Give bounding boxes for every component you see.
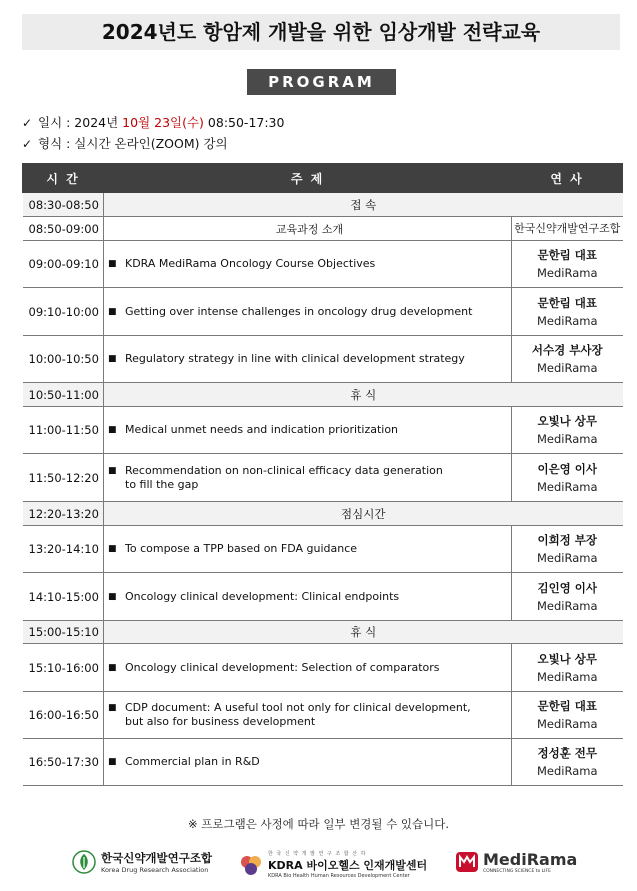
speaker-name: 이희정 부장 (537, 533, 598, 547)
footnote: ※ 프로그램은 사정에 따라 일부 변경될 수 있습니다. (187, 817, 450, 831)
speaker-org: MediRama (536, 479, 598, 494)
table-row (23, 336, 623, 383)
speaker-org: MediRama (536, 551, 598, 565)
medirama-tagline: CONNECTING SCIENCE to LIFE (483, 869, 551, 874)
program-label: PROGRAM (247, 69, 396, 95)
speaker-name: 김인영 이사 (537, 580, 598, 595)
time-cell: 09:10-10:00 (23, 288, 104, 336)
speaker-cell (512, 407, 623, 454)
topic-cell (104, 644, 512, 692)
medirama-emblem-icon (455, 851, 479, 873)
header-topic: 주 제 (104, 164, 512, 193)
time-cell: 09:00-09:10 (23, 241, 104, 288)
speaker-cell (512, 692, 623, 739)
topic-cell (104, 573, 512, 621)
topic-cell (104, 739, 512, 786)
bullet-icon: ■ (108, 591, 117, 602)
kdra-name: 한국신약개발연구조합 (101, 851, 213, 865)
bullet-icon: ■ (108, 465, 117, 476)
topic-cell (104, 336, 512, 383)
table-row (23, 502, 623, 526)
time-cell: 12:20-13:20 (23, 502, 104, 526)
time-cell: 11:00-11:50 (23, 407, 104, 454)
table-row (23, 193, 623, 217)
date-highlight: 10월 23일(수) (122, 115, 204, 130)
topic-text: Oncology clinical development: Clinical endpoints (125, 589, 400, 603)
speaker-cell (512, 739, 623, 786)
medirama-logo (455, 850, 577, 874)
speaker-org: 한국신약개발연구조합 (512, 217, 623, 241)
speaker-org: MediRama (536, 598, 598, 613)
table-row (23, 454, 623, 502)
bullet-icon: ■ (108, 703, 117, 713)
kbio-logo (238, 850, 427, 879)
table-row (23, 288, 623, 336)
topic-cell (104, 692, 512, 739)
speaker-org: MediRama (536, 432, 598, 446)
time-cell: 08:50-09:00 (23, 217, 104, 241)
speaker-cell (512, 644, 623, 692)
bullet-icon: ■ (108, 306, 117, 317)
table-row (23, 644, 623, 692)
check-icon: ✓ (22, 116, 33, 130)
speaker-org: MediRama (536, 717, 598, 731)
topic-text-line2: to fill the gap (125, 477, 199, 491)
speaker-org: MediRama (536, 669, 598, 684)
table-row (23, 241, 623, 288)
table-row (23, 526, 623, 573)
topic-text: Recommendation on non-clinical efficacy data generation (125, 463, 443, 477)
topic-text: Regulatory strategy in line with clinical development strategy (125, 352, 465, 365)
table-row (23, 739, 623, 786)
header-time: 시 간 (23, 164, 104, 193)
bullet-icon: ■ (108, 544, 117, 554)
topic-text-line2: but also for business development (125, 715, 316, 728)
bullet-icon: ■ (108, 259, 117, 269)
speaker-cell (512, 454, 623, 502)
speaker-name: 서수경 부사장 (531, 343, 603, 357)
topic-text: Medical unmet needs and indication prioritization (125, 423, 399, 436)
topic-cell: 교육과정 소개 (104, 217, 512, 241)
table-row (23, 217, 623, 241)
speaker-name: 정성훈 전무 (537, 746, 598, 760)
table-row (23, 383, 623, 407)
speaker-cell (512, 526, 623, 573)
time-cell: 10:50-11:00 (23, 383, 104, 407)
speaker-name: 이은영 이사 (537, 461, 598, 476)
topic-text: Getting over intense challenges in oncology drug development (125, 304, 473, 318)
kbio-name: KDRA 바이오헬스 인재개발센터 (268, 859, 428, 872)
speaker-cell (512, 241, 623, 288)
speaker-cell (512, 573, 623, 621)
time-cell: 16:00-16:50 (23, 692, 104, 739)
date-label: 일시 : 2024년 (38, 115, 123, 130)
topic-cell (104, 454, 512, 502)
speaker-name: 문한림 대표 (537, 699, 598, 713)
topic-cell (104, 526, 512, 573)
time-cell: 11:50-12:20 (23, 454, 104, 502)
kbio-small-text: 한 국 신 약 개 발 연 구 조 합 산 하 (268, 851, 367, 857)
speaker-name: 오빛나 상무 (537, 651, 598, 666)
speaker-cell (512, 336, 623, 383)
medirama-name: MediRama (483, 850, 578, 869)
break-cell: 휴 식 (104, 383, 623, 407)
bullet-icon: ■ (108, 757, 117, 767)
topic-text: Oncology clinical development: Selection of comparators (125, 660, 440, 674)
header-speaker: 연 사 (512, 164, 623, 193)
topic-cell (104, 407, 512, 454)
schedule-table (22, 163, 623, 786)
topic-text: KDRA MediRama Oncology Course Objectives (125, 257, 376, 270)
time-cell: 14:10-15:00 (23, 573, 104, 621)
format-label: 형식 : 실시간 온라인(ZOOM) 강의 (38, 136, 228, 151)
break-cell: 접 속 (104, 193, 623, 217)
speaker-name: 문한림 대표 (537, 248, 598, 262)
topic-cell (104, 288, 512, 336)
time-cell: 16:50-17:30 (23, 739, 104, 786)
time-cell: 15:10-16:00 (23, 644, 104, 692)
break-cell: 점심시간 (104, 502, 623, 526)
kdra-emblem-icon (72, 850, 96, 874)
table-row (23, 407, 623, 454)
speaker-name: 문한림 대표 (537, 295, 598, 310)
topic-text: To compose a TPP based on FDA guidance (125, 542, 358, 555)
speaker-org: MediRama (536, 361, 598, 375)
speaker-cell (512, 288, 623, 336)
speaker-name: 오빛나 상무 (537, 414, 598, 428)
time-cell: 10:00-10:50 (23, 336, 104, 383)
table-header-row (23, 164, 623, 193)
format-info (22, 134, 228, 152)
time-cell: 08:30-08:50 (23, 193, 104, 217)
kbio-english: KDRA Bio Health Human Resources Development Center (268, 873, 410, 879)
speaker-org: MediRama (536, 764, 598, 778)
topic-cell (104, 241, 512, 288)
kbio-emblem-icon (238, 854, 264, 876)
kdra-logo (72, 850, 212, 874)
time-cell: 15:00-15:10 (23, 621, 104, 644)
date-time: 08:50-17:30 (203, 115, 285, 130)
date-info (22, 113, 284, 131)
time-cell: 13:20-14:10 (23, 526, 104, 573)
kdra-english: Korea Drug Research Association (101, 866, 209, 874)
bullet-icon: ■ (108, 662, 117, 673)
bullet-icon: ■ (108, 354, 117, 364)
table-row (23, 573, 623, 621)
topic-text: Commercial plan in R&D (125, 755, 260, 768)
page-title: 2024년도 항암제 개발을 위한 임상개발 전략교육 (22, 14, 620, 50)
bullet-icon: ■ (108, 425, 117, 435)
table-row (23, 621, 623, 644)
speaker-org: MediRama (536, 266, 598, 280)
topic-text: CDP document: A useful tool not only for clinical development, (125, 701, 471, 714)
check-icon: ✓ (22, 137, 33, 151)
table-row (23, 692, 623, 739)
break-cell: 휴 식 (104, 621, 623, 644)
speaker-org: MediRama (536, 313, 598, 328)
